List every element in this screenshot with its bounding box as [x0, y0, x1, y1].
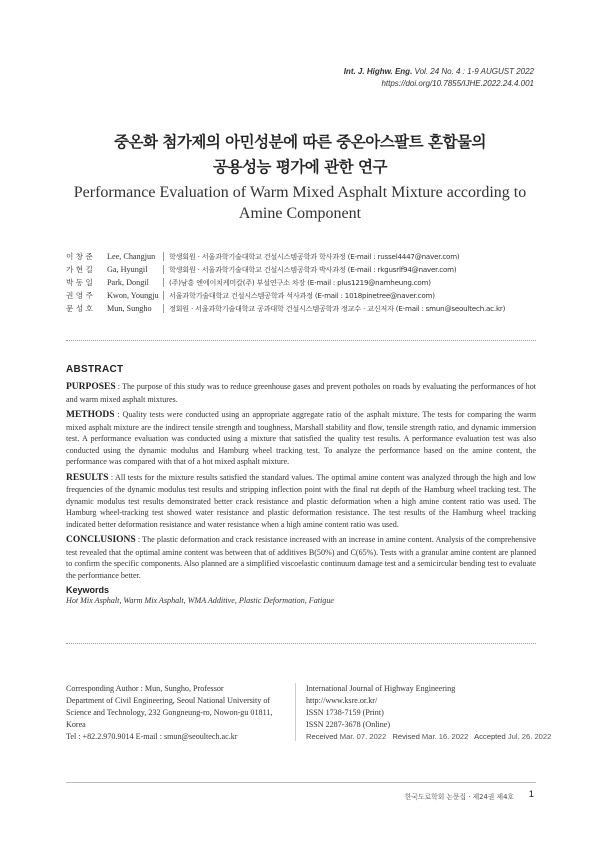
purposes-text: : The purpose of this study was to reduce greenhouse gases and prevent potholes on roads by evaluating the performances of hot and warm mixed asphalt mixtures. — [66, 382, 536, 404]
author-name-ko: 권 영 주 — [66, 291, 93, 300]
author-affiliation: (주)남흥 엔에이치케미칼(주) 부설연구소 차장 (E-mail : plus1219@namheung.com) — [169, 278, 431, 287]
title-en-line-2: Amine Component — [238, 205, 362, 222]
author-name-ko: 문 성 호 — [66, 304, 93, 313]
author-name-ko: 박 동 일 — [66, 278, 93, 287]
author-affiliation: 서울과학기술대학교 건설시스템공학과 석사과정 (E-mail : 1018pinetree@naver.com) — [169, 291, 435, 300]
abstract-purposes — [66, 381, 536, 405]
correspondence-info — [66, 683, 286, 743]
author-divider — [163, 265, 164, 274]
received-date: Mar. 07. 2022 — [339, 732, 387, 741]
journal-volume: Vol. 24 No. 4 : 1-9 AUGUST 2022 — [414, 67, 534, 76]
author-divider — [163, 304, 164, 313]
title-korean — [0, 130, 600, 180]
author-affiliation: 정회원 · 서울과학기술대학교 공과대학 건설시스템공학과 정교수 · 교신저자 (E-mail : smun@seoultech.ac.kr) — [169, 304, 506, 313]
department-line-1: Department of Civil Engineering, Seoul National University of — [66, 696, 271, 705]
issn-print: ISSN 1738-7159 (Print) — [306, 708, 384, 717]
department-line-3: Korea — [66, 720, 86, 729]
title-ko-line-2: 공용성능 평가에 관한 연구 — [213, 158, 387, 176]
title-ko-line-1: 중온화 첨가제의 아민성분에 따른 중온아스팔트 혼합물의 — [114, 133, 486, 151]
journal-full-name: International Journal of Highway Engineering — [306, 684, 456, 693]
author-name-en: Lee, Changjun — [107, 252, 156, 261]
author-name-en: Kwon, Youngju — [107, 291, 159, 300]
revised-date: Mar. 16. 2022 — [421, 732, 469, 741]
author-row — [66, 250, 546, 263]
department-line-2: Science and Technology, 232 Gongneung-ro, Nowon-gu 01811, — [66, 708, 273, 717]
footer-rule — [66, 782, 536, 783]
footer-column-divider — [295, 683, 296, 741]
journal-url[interactable]: http://www.ksre.or.kr/ — [306, 696, 378, 705]
author-divider — [163, 252, 164, 261]
abstract-methods — [66, 409, 536, 468]
page-number: 1 — [528, 789, 534, 800]
author-divider — [163, 278, 164, 287]
conclusions-text: : The plastic deformation and crack resistance increased with an increase in amine content. Analysis of the comprehensive test revealed that the optimal amine content was between that of additives B(50%) and C(65%). Tests with a granular amine content are planned to confirm the specific components. Also planned are a simplified viscoelastic continuum damage test and a semicircular bending test to evaluate the performance better. — [66, 535, 536, 580]
journal-info — [306, 683, 552, 743]
journal-doi[interactable]: https://doi.org/10.7855/IJHE.2022.24.4.001 — [381, 79, 534, 88]
journal-name: Int. J. Highw. Eng. — [343, 67, 413, 76]
author-name-en: Ga, Hyungil — [107, 265, 148, 274]
author-row — [66, 276, 546, 289]
accepted-label: Accepted — [474, 732, 506, 741]
accepted-date: Jul. 26. 2022 — [507, 732, 552, 741]
abstract-results — [66, 472, 536, 531]
footer-journal-issue: 한국도로학회 논문집 · 제24권 제4호 — [404, 793, 514, 801]
article-dates — [306, 731, 552, 743]
author-name-en: Park, Dongil — [107, 278, 149, 287]
title-en-line-1: Performance Evaluation of Warm Mixed Asphalt Mixture according to — [73, 184, 527, 201]
abstract-section — [66, 364, 536, 607]
author-row — [66, 302, 546, 315]
journal-volume-line — [344, 66, 534, 78]
keywords-text: Hot Mix Asphalt, Warm Mix Asphalt, WMA Additive, Plastic Deformation, Fatigue — [66, 596, 334, 605]
title-english — [0, 182, 600, 224]
corresponding-author: Corresponding Author : Mun, Sungho, Professor — [66, 684, 224, 693]
journal-reference — [344, 66, 534, 90]
author-divider — [163, 291, 164, 300]
keywords-heading: Keywords — [66, 585, 110, 595]
author-name-ko: 가 현 길 — [66, 265, 93, 274]
conclusions-label: CONCLUSIONS — [66, 535, 136, 545]
revised-label: Revised — [392, 732, 420, 741]
contact-line: Tel : +82.2.970.9014 E-mail : smun@seoultech.ac.kr — [66, 732, 238, 741]
issn-online: ISSN 2287-3678 (Online) — [306, 720, 391, 729]
abstract-conclusions — [66, 534, 536, 581]
author-row — [66, 289, 546, 302]
author-affiliation: 학생회원 · 서울과학기술대학교 건설시스템공학과 박사과정 (E-mail : rkgusrlf94@naver.com) — [169, 265, 457, 274]
methods-label: METHODS — [66, 410, 115, 420]
author-row — [66, 263, 546, 276]
section-divider-top — [66, 340, 536, 341]
author-affiliation: 학생회원 · 서울과학기술대학교 건설시스템공학과 학사과정 (E-mail : russel4447@naver.com) — [169, 252, 460, 261]
results-label: RESULTS — [66, 472, 109, 483]
author-list — [66, 250, 546, 315]
results-text: : All tests for the mixture results satisfied the standard values. The optimal amine content was analyzed through the high and low frequencies of the dynamic modulus test results and stripping inflection point with the final rut depth of the Hamburg wheel tracking test. The dynamic modulus test results demonstrated better crack resistance and plastic deformation when a high amine content ratio was used. The Hamburg wheel-tracking test showed water resistance and plastic deformation resistance. The test results of the Hamburg wheel tracking indicated better deformation resistance and water resistance when a high amine content ratio was used. — [66, 472, 536, 529]
received-label: Received — [306, 732, 338, 741]
section-divider-bottom — [66, 643, 536, 644]
abstract-heading: ABSTRACT — [66, 364, 124, 375]
author-name-ko: 이 창 준 — [66, 252, 93, 261]
author-name-en: Mun, Sungho — [107, 304, 152, 313]
purposes-label: PURPOSES — [66, 382, 116, 392]
methods-text: : Quality tests were conducted using an appropriate aggregate ratio of the asphalt mixture. The tests for comparing the warm mixed asphalt mixture are the indirect tensile strength and toughness, Marshall stability and flow, tensile strength ratio, and dynamic immersion test. A performance evaluation was conducted using a mixture that satisfied the quality test results. A performance evaluation test was also conducted using the dynamic modulus and Hamburg wheel tracking test. To analyze the performance based on the amine content, the performance was compared with that of a hot mixed asphalt mixture. — [66, 410, 536, 466]
